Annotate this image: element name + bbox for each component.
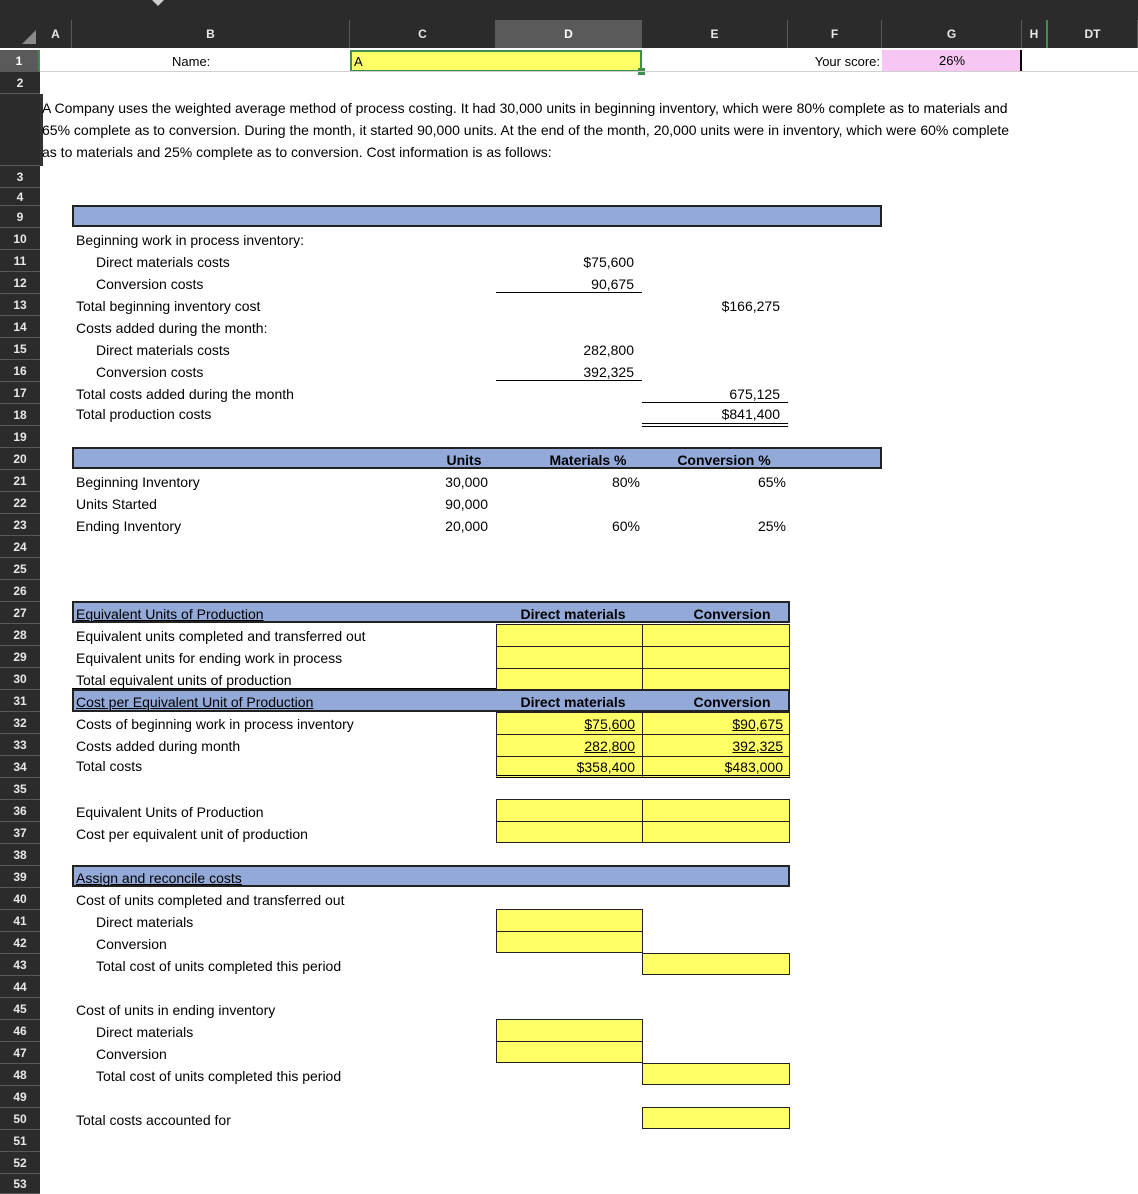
cost-per-dm-added-value: 282,800 [584, 738, 635, 754]
equiv-conv-total-input[interactable] [642, 668, 790, 690]
ending-conv-input[interactable] [496, 1041, 643, 1063]
row-header-53[interactable]: 53 [0, 1174, 40, 1194]
row-header-24[interactable]: 24 [0, 536, 40, 558]
score-cell [882, 50, 1022, 72]
score-label: Your score: [814, 54, 880, 69]
conversion-col-header: Conversion % [677, 452, 771, 468]
name-input-cell[interactable] [350, 50, 642, 72]
row-header-15[interactable]: 15 [0, 338, 40, 360]
row-header-17[interactable]: 17 [0, 382, 40, 404]
row-header-39[interactable]: 39 [0, 866, 40, 888]
row-header-47[interactable]: 47 [0, 1042, 40, 1064]
equiv-dm-ending-input[interactable] [496, 646, 643, 669]
added-dm-value: 282,800 [583, 342, 634, 358]
row-header-12[interactable]: 12 [0, 272, 40, 294]
column-header-dt[interactable]: DT [1048, 20, 1138, 48]
equiv-conv-completed-input[interactable] [642, 624, 790, 647]
cost-per-row1-label: Costs of beginning work in process inventory [76, 716, 354, 732]
row-header-35[interactable]: 35 [0, 778, 40, 800]
select-all-icon [22, 30, 36, 44]
row-header-41[interactable]: 41 [0, 910, 40, 932]
total-bi-label: Total beginning inventory cost [76, 298, 261, 314]
equiv-dm-completed-input[interactable] [496, 624, 643, 647]
row-header-44[interactable]: 44 [0, 976, 40, 998]
cc-value: 90,675 [591, 276, 634, 292]
units-row-conv: 65% [757, 474, 786, 490]
equiv-conv-header: Conversion [693, 606, 771, 622]
row-header-4[interactable]: 4 [0, 188, 40, 206]
cost-per-dm-bwip-value: $75,600 [584, 716, 635, 732]
underline-added-cc [496, 380, 642, 381]
row-header-49[interactable]: 49 [0, 1086, 40, 1108]
row-header-33[interactable]: 33 [0, 734, 40, 756]
units-col-header: Units [446, 452, 482, 468]
units-row-mat: 60% [611, 518, 640, 534]
problem-text: A Company uses the weighted average method of process costing. It had 30,000 units in beginning inventory, which were 80% complete as to materials and 65% complete as to conversion. During the month, it started 90,000 units. At the end of the month, 20,000 units were in inventory, which were 60% complete as to materials and 25% complete as to conversion. Cost information is as follows: [42, 100, 1010, 160]
units-row-units: 90,000 [445, 496, 488, 512]
row-header-9[interactable]: 9 [0, 206, 40, 228]
assign-conv-input[interactable] [496, 931, 643, 953]
cost-per-dm-header: Direct materials [520, 694, 626, 710]
cost-per-dm-total-cell[interactable] [496, 756, 643, 778]
row-header-46[interactable]: 46 [0, 1020, 40, 1042]
added-label: Costs added during the month: [76, 320, 268, 336]
column-header-f[interactable]: F [788, 20, 882, 48]
row-header-37[interactable]: 37 [0, 822, 40, 844]
underline-total-added [642, 402, 788, 403]
dm-value: $75,600 [583, 254, 634, 270]
units-row-units: 30,000 [445, 474, 488, 490]
ending-dm-label: Direct materials [96, 1024, 194, 1040]
row-header-25[interactable]: 25 [0, 558, 40, 580]
equiv-row3-label: Total equivalent units of production [76, 672, 292, 688]
units-row-label: Units Started [76, 496, 157, 512]
cost-per-title: Cost per Equivalent Unit of Production [76, 694, 314, 710]
row-header-1[interactable]: 1 [0, 50, 40, 72]
cost-per-conv-added-value: 392,325 [732, 738, 783, 754]
total-added-label: Total costs added during the month [76, 386, 294, 402]
score-value: 26% [938, 53, 966, 68]
assign-total-completed-label: Total cost of units completed this period [96, 958, 342, 974]
summary-eup-conv-input[interactable] [642, 799, 790, 822]
assign-title: Assign and reconcile costs [76, 870, 242, 886]
cost-per-dm-bwip-cell[interactable] [496, 712, 643, 735]
units-row-conv: 25% [757, 518, 786, 534]
added-dm-label: Direct materials costs [96, 342, 230, 358]
summary-cpu-label: Cost per equivalent unit of production [76, 826, 308, 842]
row-header-50[interactable]: 50 [0, 1108, 40, 1130]
total-bi-value: $166,275 [721, 298, 780, 314]
row-header-16[interactable]: 16 [0, 360, 40, 382]
summary-eup-dm-input[interactable] [496, 799, 643, 822]
gridline-row1 [40, 71, 1138, 72]
bwip-label: Beginning work in process inventory: [76, 232, 305, 248]
name-label: Name: [172, 54, 211, 69]
dm-label: Direct materials costs [96, 254, 230, 270]
row-header-34[interactable]: 34 [0, 756, 40, 778]
row-header-13[interactable]: 13 [0, 294, 40, 316]
row-header-29[interactable]: 29 [0, 646, 40, 668]
column-header-g[interactable]: G [882, 20, 1022, 48]
column-header-a[interactable]: A [40, 20, 72, 48]
column-header-h[interactable]: H [1022, 20, 1048, 48]
row-header-23[interactable]: 23 [0, 514, 40, 536]
double-underline-total-prod [642, 423, 788, 427]
total-added-value: 675,125 [729, 386, 780, 402]
equiv-title: Equivalent Units of Production [76, 606, 264, 622]
added-cc-label: Conversion costs [96, 364, 204, 380]
column-header-c[interactable]: C [350, 20, 496, 48]
row-header-3[interactable]: 3 [0, 166, 40, 188]
column-header-e[interactable]: E [642, 20, 788, 48]
ribbon-strip [0, 0, 1138, 20]
row-header-51[interactable]: 51 [0, 1130, 40, 1152]
row-header-2[interactable]: 2 [0, 72, 40, 94]
total-prod-label: Total production costs [76, 406, 212, 422]
row-header-21[interactable]: 21 [0, 470, 40, 492]
row-header-28[interactable]: 28 [0, 624, 40, 646]
cost-per-row2-label: Costs added during month [76, 738, 241, 754]
underline-cc [496, 292, 642, 293]
assign-total-completed-input[interactable] [642, 953, 790, 975]
select-all-corner[interactable] [0, 20, 40, 48]
row-header-38[interactable]: 38 [0, 844, 40, 866]
assign-dm-label: Direct materials [96, 914, 194, 930]
row-header-45[interactable]: 45 [0, 998, 40, 1020]
total-accounted-input[interactable] [642, 1107, 790, 1129]
cost-per-conv-bwip-value: $90,675 [732, 716, 783, 732]
row-header-10[interactable]: 10 [0, 228, 40, 250]
summary-eup-label: Equivalent Units of Production [76, 804, 264, 820]
equiv-row1-label: Equivalent units completed and transferred out [76, 628, 366, 644]
ending-conv-label: Conversion [96, 1046, 167, 1062]
cost-per-dm-added-cell[interactable] [496, 734, 643, 757]
row-header-2-tall [0, 94, 40, 166]
row-header-19[interactable]: 19 [0, 426, 40, 448]
cost-per-conv-bwip-cell[interactable] [642, 712, 790, 735]
summary-cpu-conv-input[interactable] [642, 821, 790, 843]
materials-col-header: Materials % [549, 452, 627, 468]
assign-dm-input[interactable] [496, 909, 643, 932]
row-header-36[interactable]: 36 [0, 800, 40, 822]
row-header-18[interactable]: 18 [0, 404, 40, 426]
total-accounted-label: Total costs accounted for [76, 1112, 231, 1128]
equiv-dm-header: Direct materials [520, 606, 626, 622]
equiv-dm-total-input[interactable] [496, 668, 643, 690]
column-header-d[interactable]: D [496, 20, 642, 48]
row-header-30[interactable]: 30 [0, 668, 40, 690]
cost-per-conv-header: Conversion [693, 694, 771, 710]
ending-dm-input[interactable] [496, 1019, 643, 1042]
column-header-b[interactable]: B [72, 20, 350, 48]
cost-per-row3-label: Total costs [76, 758, 143, 774]
dropdown-marker-icon [152, 0, 164, 6]
assign-completed-label: Cost of units completed and transferred out [76, 892, 345, 908]
units-row-label: Ending Inventory [76, 518, 182, 534]
ending-total-label: Total cost of units completed this period [96, 1068, 342, 1084]
cost-header-bar [72, 205, 882, 227]
row-header-20[interactable]: 20 [0, 448, 40, 470]
cost-per-conv-total-cell[interactable] [642, 756, 790, 778]
row-header-43[interactable]: 43 [0, 954, 40, 976]
assign-conv-label: Conversion [96, 936, 167, 952]
row-header-26[interactable]: 26 [0, 580, 40, 602]
total-prod-value: $841,400 [721, 406, 780, 422]
units-row-label: Beginning Inventory [76, 474, 200, 490]
added-cc-value: 392,325 [583, 364, 634, 380]
row-header-48[interactable]: 48 [0, 1064, 40, 1086]
equiv-conv-ending-input[interactable] [642, 646, 790, 669]
units-row-units: 20,000 [445, 518, 488, 534]
row-header-11[interactable]: 11 [0, 250, 40, 272]
row-header-42[interactable]: 42 [0, 932, 40, 954]
row-header-27[interactable]: 27 [0, 602, 40, 624]
cost-per-conv-total-value: $483,000 [724, 759, 783, 775]
row-header-14[interactable]: 14 [0, 316, 40, 338]
name-value: A [354, 54, 363, 69]
units-row-mat: 80% [611, 474, 640, 490]
cc-label: Conversion costs [96, 276, 204, 292]
row-header-52[interactable]: 52 [0, 1152, 40, 1174]
cost-per-dm-total-value: $358,400 [576, 759, 635, 775]
row-header-22[interactable]: 22 [0, 492, 40, 514]
ending-label: Cost of units in ending inventory [76, 1002, 276, 1018]
row-header-32[interactable]: 32 [0, 712, 40, 734]
cost-per-conv-added-cell[interactable] [642, 734, 790, 757]
summary-cpu-dm-input[interactable] [496, 821, 643, 843]
equiv-row2-label: Equivalent units for ending work in process [76, 650, 343, 666]
ending-total-input[interactable] [642, 1063, 790, 1085]
row-header-31[interactable]: 31 [0, 690, 40, 712]
row-header-40[interactable]: 40 [0, 888, 40, 910]
